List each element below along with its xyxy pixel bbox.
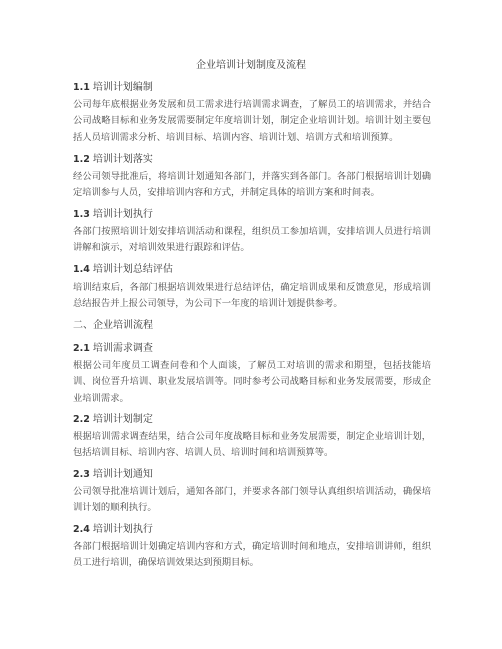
section-number: 1.4 [73,264,90,275]
section-heading-2-2 [73,413,153,427]
section-heading-2-4 [73,523,153,537]
section-paragraph-2-4: 各部门根据培训计划确定培训内容和方式，确定培训时间和地点，安排培训讲师，组织员工进行培训，确保培训效果达到预期目标。 [73,541,431,569]
section-heading-text: 培训计划总结评估 [92,264,173,275]
section-heading-text: 培训计划落实 [92,154,153,165]
section-heading-text: 培训计划执行 [92,209,153,220]
section-heading-text: 培训计划编制 [92,82,153,93]
section-paragraph-2-1: 根据公司年度员工调查问卷和个人面谈，了解员工对培训的需求和期望，包括技能培训、岗位晋升培训、职业发展培训等。同时参考公司战略目标和业务发展需要，形成企业培训需求。 [73,360,431,404]
chapter-heading-2: 二、企业培训流程 [73,320,153,331]
section-number: 1.2 [73,154,90,165]
section-heading-1-3 [73,208,153,222]
section-paragraph-2-3: 公司领导批准培训计划后，通知各部门，并要求各部门领导认真组织培训活动，确保培训计划的顺利执行。 [73,486,431,514]
section-paragraph-1-4: 培训结束后，各部门根据培训效果进行总结评估，确定培训成果和反馈意见，形成培训总结报告并上报公司领导，为公司下一年度的培训计划提供参考。 [73,282,431,310]
section-paragraph-1-3: 各部门按照培训计划安排培训活动和课程，组织员工参加培训，安排培训人员进行培训讲解和演示，对培训效果进行跟踪和评估。 [73,226,431,254]
section-paragraph-2-2: 根据培训需求调查结果，结合公司年度战略目标和业务发展需要，制定企业培训计划，包括培训目标、培训内容、培训人员、培训时间和培训预算等。 [73,431,431,459]
section-number: 1.3 [73,209,90,220]
section-heading-2-3 [73,468,153,482]
section-heading-text: 培训需求调查 [92,343,153,354]
section-heading-1-4 [73,263,173,277]
section-heading-text: 培训计划执行 [92,524,153,535]
section-heading-1-2 [73,153,153,167]
section-heading-text: 培训计划制定 [92,414,153,425]
section-heading-2-1 [73,342,153,356]
section-paragraph-1-1: 公司每年底根据业务发展和员工需求进行培训需求调查，了解员工的培训需求，并结合公司战略目标和业务发展需要制定年度培训计划，制定企业培训计划。培训计划主要包括人员培训需求分析、培训目标、培训内容、培训计划、培训方式和培训预算。 [73,99,431,143]
section-heading-text: 培训计划通知 [92,469,153,480]
section-number: 2.2 [73,414,90,425]
section-number: 2.3 [73,469,90,480]
section-number: 2.1 [73,343,90,354]
section-paragraph-1-2: 经公司领导批准后，将培训计划通知各部门，并落实到各部门。各部门根据培训计划确定培训参与人员，安排培训内容和方式，并制定具体的培训方案和时间表。 [73,171,431,199]
document-title: 企业培训计划制度及流程 [196,60,306,71]
section-heading-1-1 [73,81,153,95]
section-number: 2.4 [73,524,90,535]
section-number: 1.1 [73,82,90,93]
